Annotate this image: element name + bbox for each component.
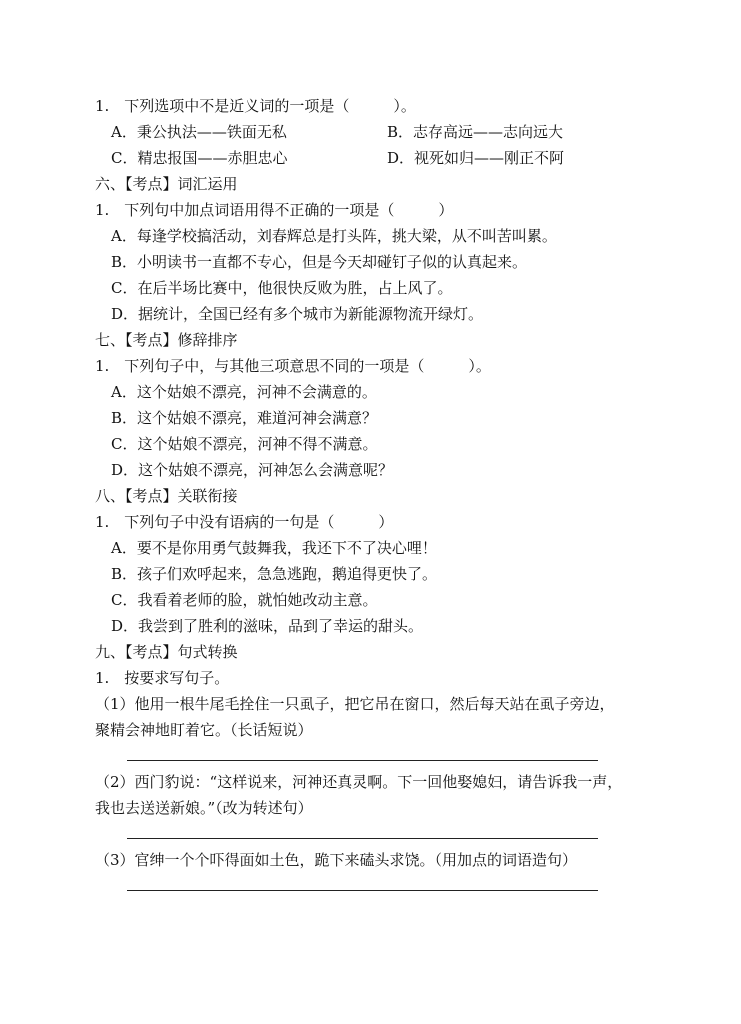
q5-stem-text: 1. 下列选项中不是近义词的一项是（ <box>95 97 350 115</box>
s7-option-b: B．这个姑娘不漂亮，难道河神会满意？ <box>111 409 378 427</box>
s7-stem <box>95 356 491 376</box>
answer-blank[interactable] <box>334 526 378 527</box>
s7-stem-text: 1. 下列句子中，与其他三项意思不同的一项是（ <box>95 357 425 375</box>
s8-option-b: B．孩子们欢呼起来，急急逃跑，鹅追得更快了。 <box>111 565 438 583</box>
answer-blank[interactable] <box>424 370 468 371</box>
s8-option-d: D．我尝到了胜利的滋味，品到了幸运的甜头。 <box>111 617 424 635</box>
q5-option-d: D．视死如归——刚正不阿 <box>387 149 565 167</box>
s6-option-c: C．在后半场比赛中，他很快反败为胜，占上风了。 <box>111 279 453 297</box>
s9-stem: 1. 按要求写句子。 <box>95 669 230 687</box>
q5-option-a: A．秉公执法——铁面无私 <box>111 123 287 141</box>
s9-item2-line1: （2）西门豹说：“这样说来，河神还真灵啊。下一回他娶媳妇，请告诉我一声， <box>95 773 623 791</box>
s8-option-c: C．我看着老师的脸，就怕她改动主意。 <box>111 591 378 609</box>
s6-option-a: A．每逢学校搞活动，刘春辉总是打头阵，挑大梁，从不叫苦叫累。 <box>111 227 557 245</box>
s8-stem-text: 1. 下列句子中没有语病的一句是（ <box>95 513 335 531</box>
s6-stem <box>95 200 453 220</box>
s9-item2-line2: 我也去送送新娘。”（改为转述句） <box>95 799 313 817</box>
q5-option-b: B．志存高远——志向远大 <box>387 123 564 141</box>
answer-line-2[interactable] <box>127 838 598 839</box>
s7-option-c: C．这个姑娘不漂亮，河神不得不满意。 <box>111 435 378 453</box>
answer-blank[interactable] <box>349 110 393 111</box>
section-7-heading: 七、【考点】修辞排序 <box>95 331 238 349</box>
s6-stem-text: 1. 下列句中加点词语用得不正确的一项是（ <box>95 201 395 219</box>
s7-option-d: D．这个姑娘不漂亮，河神怎么会满意呢？ <box>111 461 394 479</box>
s8-stem <box>95 512 393 532</box>
q5-stem-end: ）。 <box>393 97 416 115</box>
s7-option-a: A．这个姑娘不漂亮，河神不会满意的。 <box>111 383 377 401</box>
s6-option-b: B．小明读书一直都不专心，但是今天却碰钉子似的认真起来。 <box>111 253 528 271</box>
s9-item1-line2: 聚精会神地盯着它。（长话短说） <box>95 721 313 739</box>
s8-option-a: A．要不是你用勇气鼓舞我，我还下不了决心哩！ <box>111 539 437 557</box>
s7-stem-end: ）。 <box>468 357 491 375</box>
q5-stem <box>95 96 416 116</box>
answer-line-3[interactable] <box>127 890 598 891</box>
s6-stem-end: ） <box>438 201 454 219</box>
s8-stem-end: ） <box>378 513 394 531</box>
answer-line-1[interactable] <box>127 760 598 761</box>
q5-option-c: C．精忠报国——赤胆忠心 <box>111 149 288 167</box>
s9-item3-line1: （3）官绅一个个吓得面如土色，跪下来磕头求饶。（用加点的词语造句） <box>95 851 578 869</box>
section-6-heading: 六、【考点】词汇运用 <box>95 175 238 193</box>
section-8-heading: 八、【考点】关联衔接 <box>95 487 238 505</box>
answer-blank[interactable] <box>394 214 438 215</box>
s6-option-d: D．据统计，全国已经有多个城市为新能源物流开绿灯。 <box>111 305 484 323</box>
section-9-heading: 九、【考点】句式转换 <box>95 643 238 661</box>
s9-item1-line1: （1）他用一根牛尾毛拴住一只虱子，把它吊在窗口，然后每天站在虱子旁边， <box>95 695 615 713</box>
